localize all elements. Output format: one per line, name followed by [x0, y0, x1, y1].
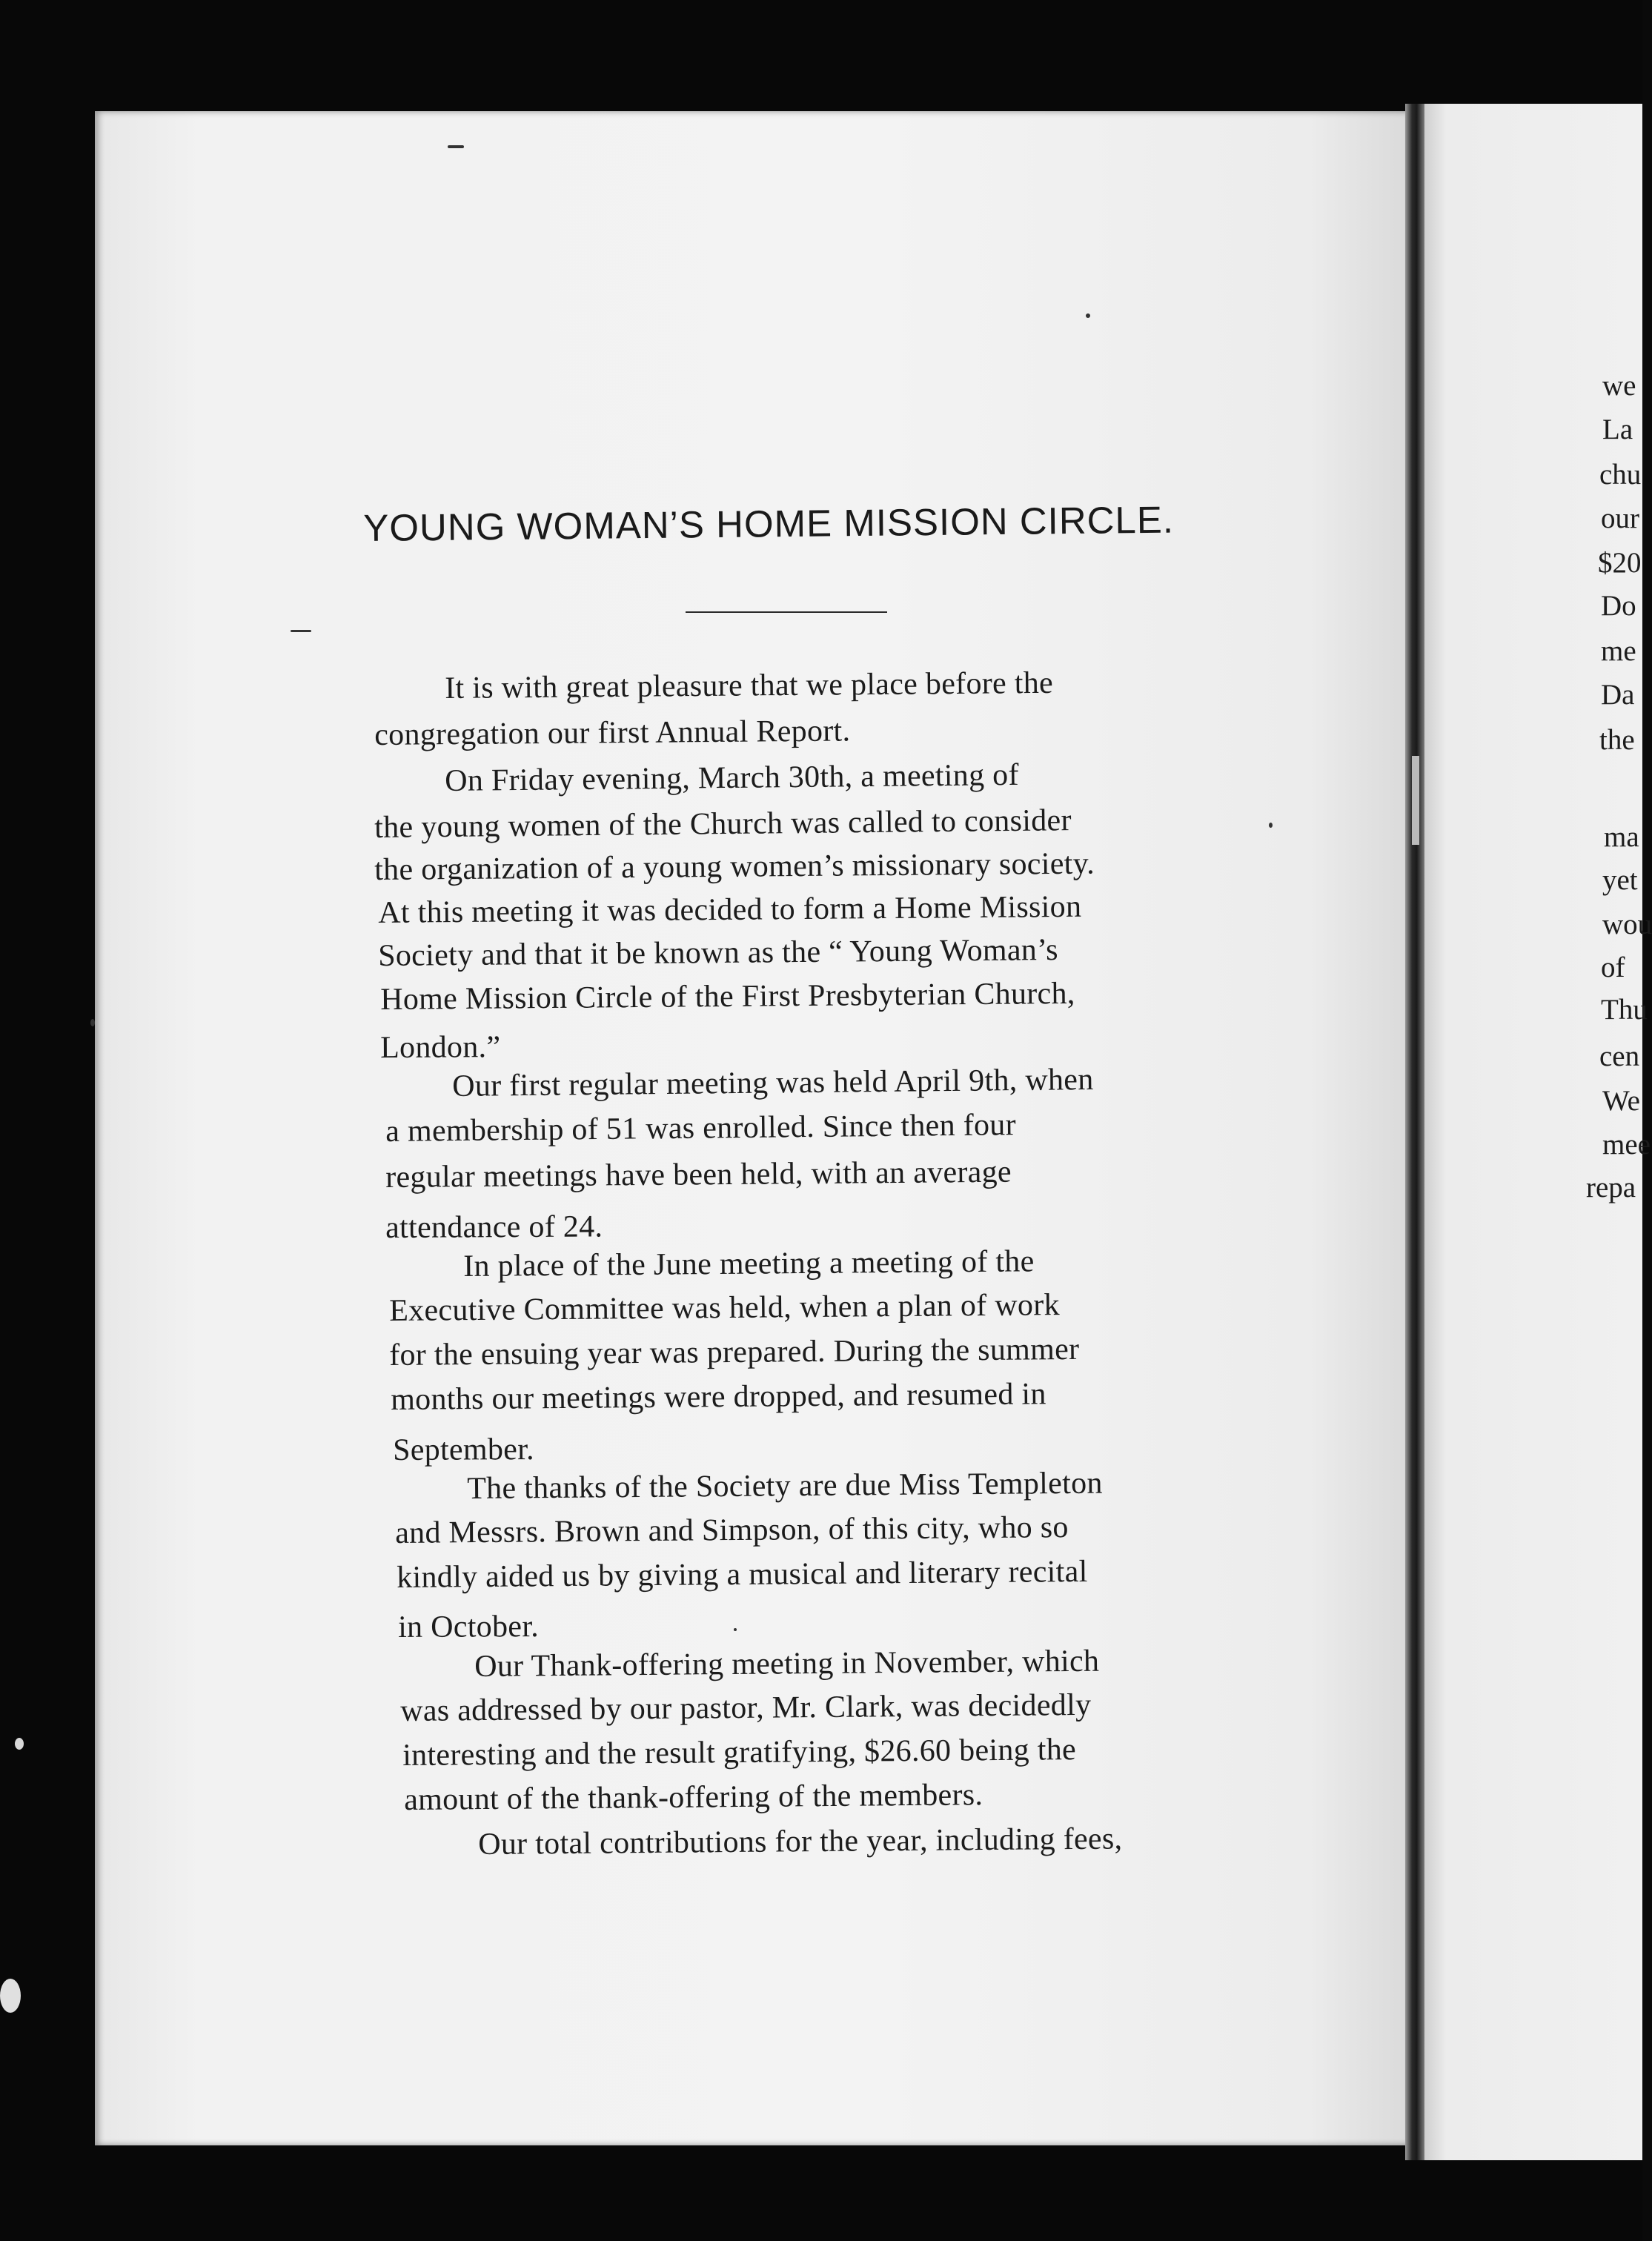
facing-page-fragment: yet: [1602, 864, 1638, 896]
body-line: the organization of a young women’s missionary society.: [374, 846, 1095, 887]
facing-page-fragment: our: [1601, 502, 1639, 534]
body-line: congregation our first Annual Report.: [374, 714, 851, 752]
facing-page-fragment: $20: [1598, 547, 1642, 579]
scan-speck: [0, 1979, 21, 2013]
body-line: On Friday evening, March 30th, a meeting of: [445, 757, 1019, 798]
facing-page-fragment: of: [1601, 952, 1625, 983]
book-gutter: [1405, 104, 1424, 2160]
body-line: the young women of the Church was called to consider: [374, 803, 1072, 845]
body-line: Home Mission Circle of the First Presbyterian Church,: [380, 976, 1075, 1017]
scan-speck: [90, 1019, 95, 1026]
body-line: It is with great pleasure that we place before the: [445, 665, 1054, 706]
body-line: amount of the thank-offering of the members.: [404, 1778, 983, 1817]
facing-page-fragment: We: [1602, 1085, 1640, 1117]
facing-page-fragment: the: [1599, 724, 1635, 756]
body-line: and Messrs. Brown and Simpson, of this city, who so: [395, 1510, 1069, 1550]
body-line: regular meetings have been held, with an average: [385, 1155, 1012, 1195]
body-line: Our Thank-offering meeting in November, which: [474, 1644, 1100, 1684]
body-line: The thanks of the Society are due Miss Templeton: [467, 1466, 1103, 1506]
body-line: In place of the June meeting a meeting of the: [463, 1244, 1035, 1284]
document-title: YOUNG WOMAN’S HOME MISSION CIRCLE.: [363, 498, 1175, 549]
scan-speck: [1269, 823, 1273, 828]
facing-page-fragment: mee: [1602, 1129, 1651, 1161]
body-line: Our total contributions for the year, including fees,: [478, 1822, 1123, 1862]
body-line: kindly aided us by giving a musical and literary recital: [397, 1554, 1088, 1595]
body-line: London.”: [380, 1030, 501, 1065]
facing-page-fragment: Do: [1601, 590, 1636, 622]
scan-speck: [448, 145, 464, 148]
title-rule: [686, 611, 887, 613]
body-line: interesting and the result gratifying, $26.60 being the: [402, 1733, 1077, 1773]
facing-page-fragment: Da: [1601, 679, 1635, 711]
scan-speck: [1086, 313, 1090, 318]
facing-page-fragment: ma: [1604, 821, 1639, 853]
page-fold: [1412, 756, 1419, 845]
facing-page-fragment: La: [1602, 414, 1633, 445]
facing-page-fragment: cen: [1599, 1040, 1640, 1072]
body-line: Executive Committee was held, when a plan of work: [389, 1288, 1061, 1328]
facing-page-fragment: chu: [1599, 459, 1642, 491]
scan-speck: [734, 1628, 737, 1631]
body-line: was addressed by our pastor, Mr. Clark, was decidedly: [400, 1687, 1092, 1728]
facing-page-fragment: we: [1602, 370, 1636, 402]
body-line: in October.: [398, 1610, 540, 1644]
scan-speck: [15, 1738, 24, 1750]
scan-speck: [291, 630, 311, 632]
body-line: a membership of 51 was enrolled. Since then four: [385, 1108, 1017, 1149]
facing-page-fragment: wou: [1602, 909, 1652, 940]
body-line: attendance of 24.: [385, 1209, 603, 1245]
body-line: Our first regular meeting was held April 9th, when: [452, 1062, 1094, 1103]
body-line: At this meeting it was decided to form a Home Mission: [378, 889, 1082, 930]
body-line: months our meetings were dropped, and resumed in: [391, 1377, 1046, 1417]
body-line: Society and that it be known as the “ Young Woman’s: [378, 932, 1058, 973]
body-line: for the ensuing year was prepared. During the summer: [389, 1332, 1080, 1372]
facing-page-fragment: repa: [1586, 1172, 1636, 1204]
facing-page-fragment: Thu: [1601, 994, 1648, 1026]
facing-page-fragment: me: [1601, 635, 1636, 667]
body-line: September.: [393, 1432, 535, 1467]
